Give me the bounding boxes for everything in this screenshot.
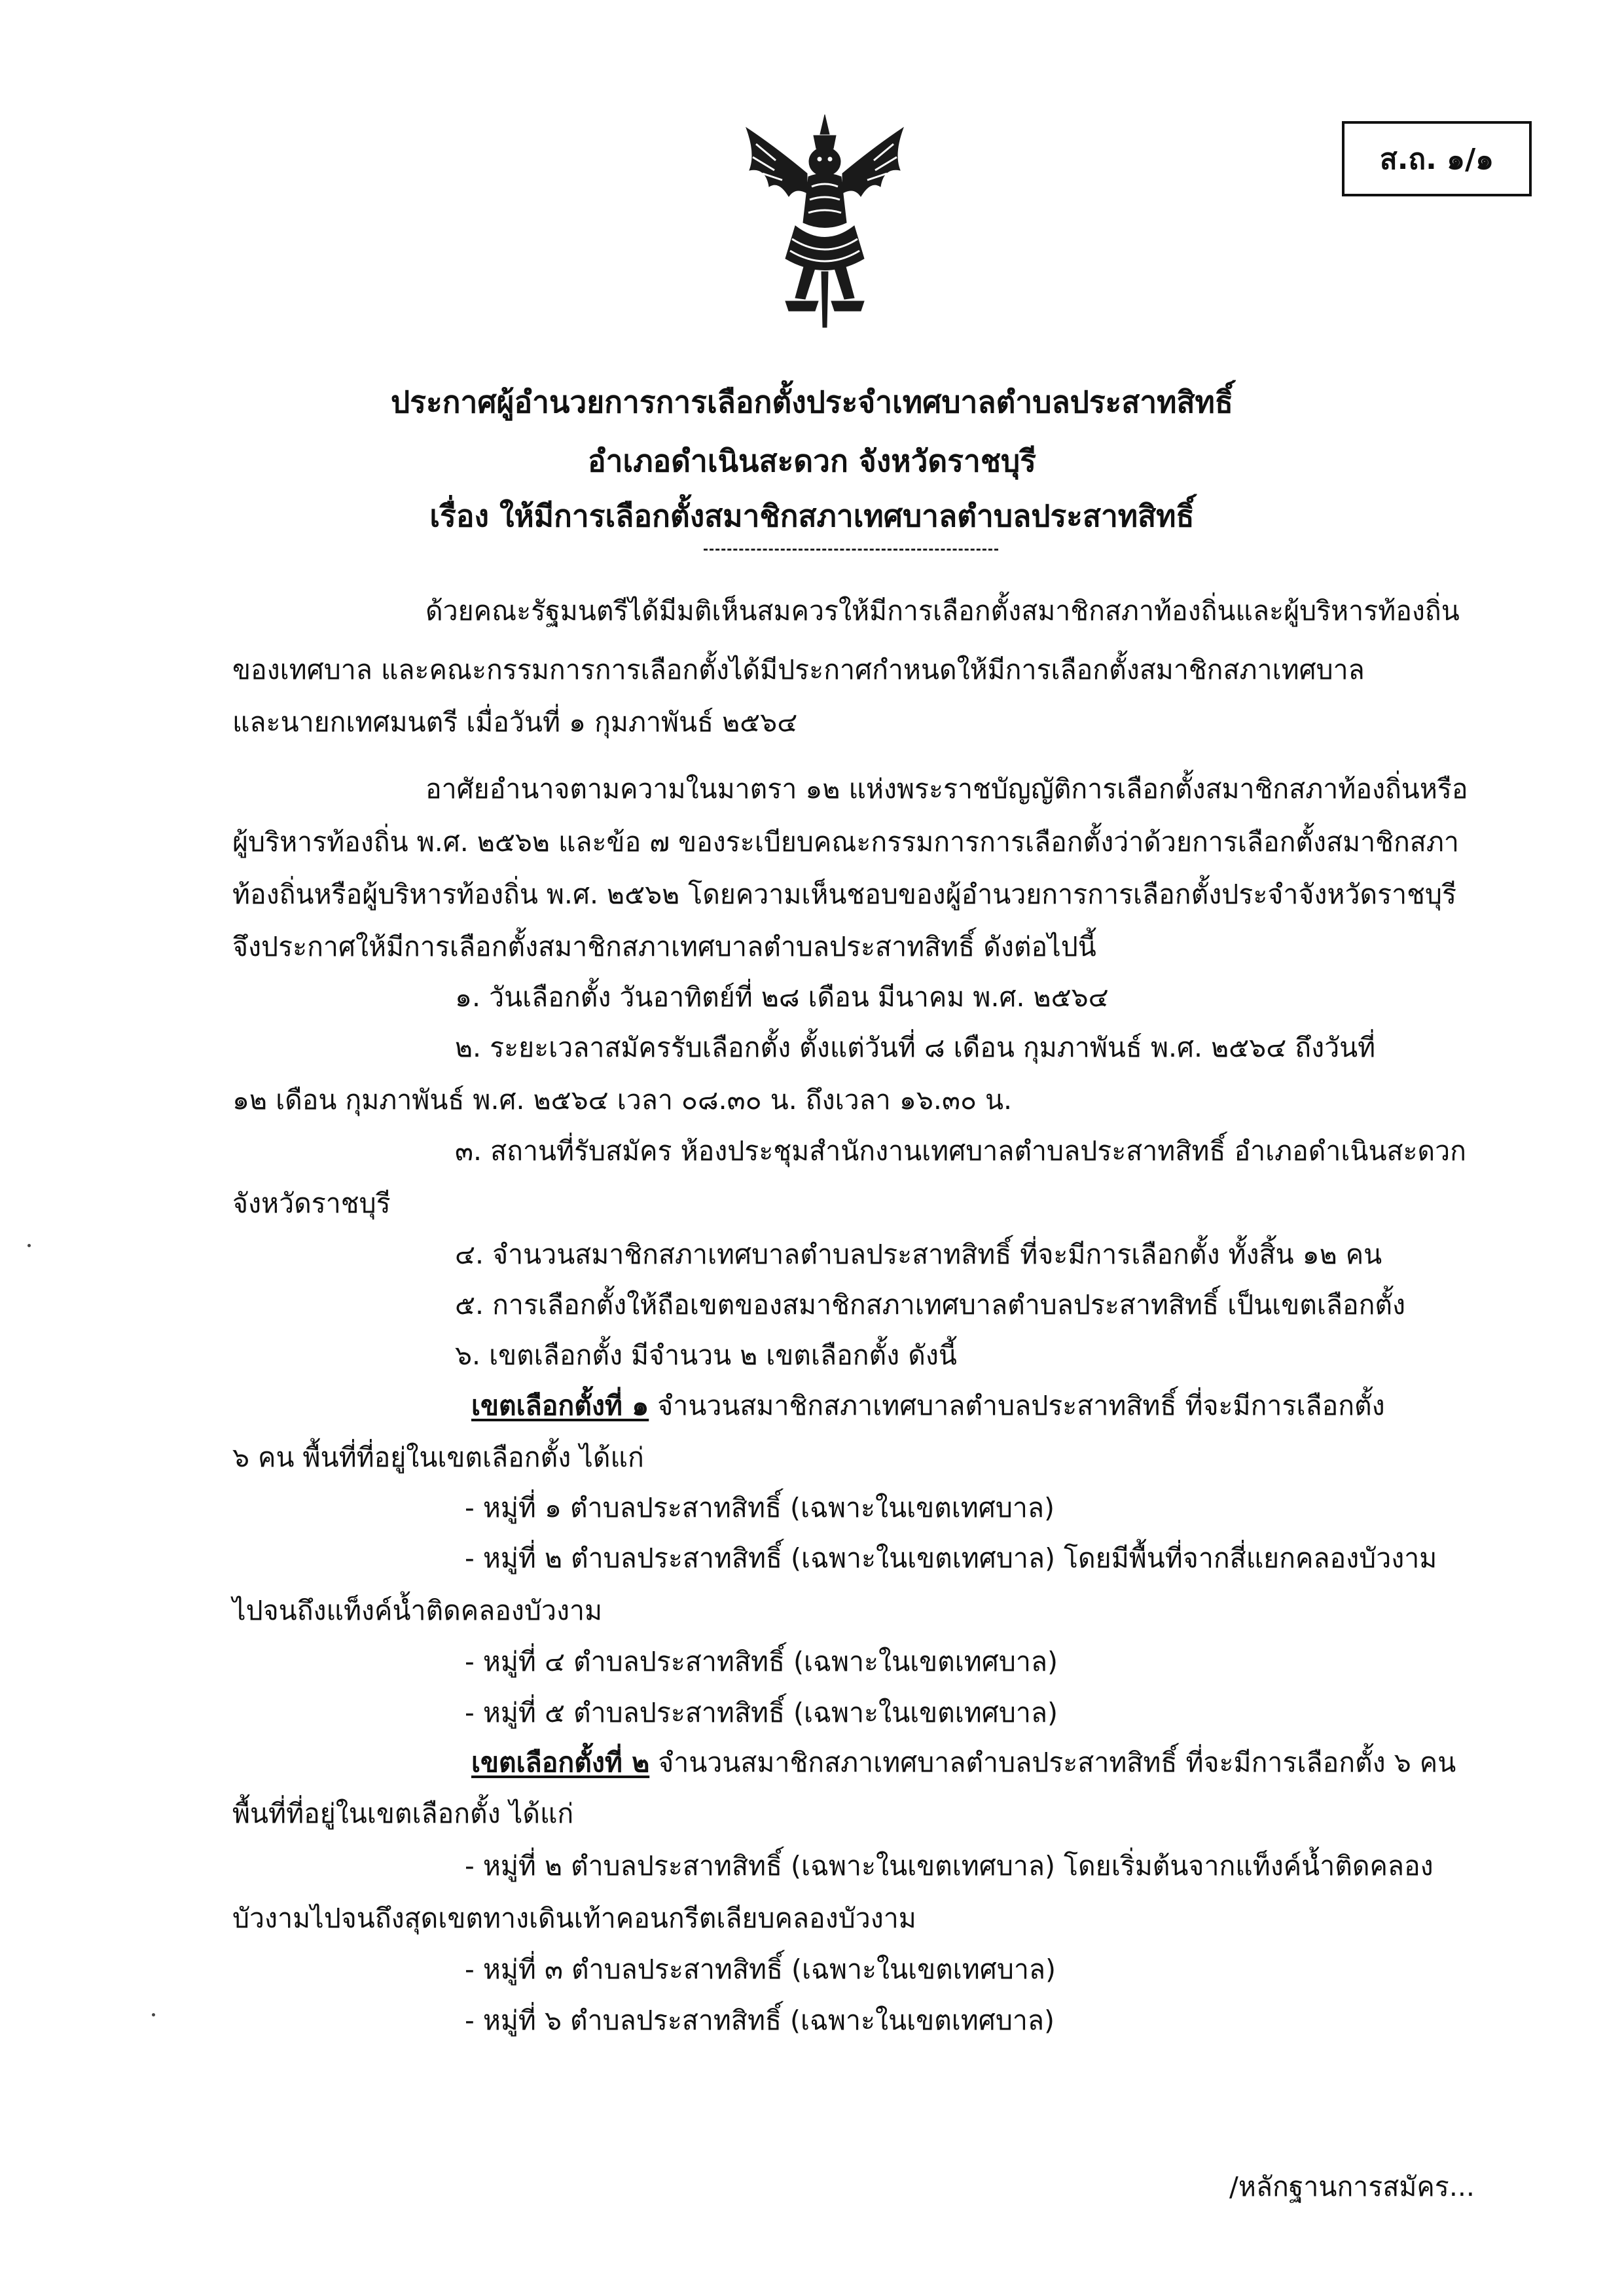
item-6: ๖. เขตเลือกตั้ง มีจำนวน ๒ เขตเลือกตั้ง ดังนี้ <box>455 1339 957 1371</box>
subject-line: เรื่อง ให้มีการเลือกตั้งสมาชิกสภาเทศบาลตำบลประสาทสิทธิ์ <box>429 498 1195 534</box>
paragraph-1-line-3: และนายกเทศมนตรี เมื่อวันที่ ๑ กุมภาพันธ์ ๒๕๖๔ <box>232 706 798 738</box>
paragraph-2-line-3: ท้องถิ่นหรือผู้บริหารท้องถิ่น พ.ศ. ๒๕๖๒ โดยความเห็นชอบของผู้อำนวยการการเลือกตั้งประจำจังหวัดราชบุรี <box>232 879 1457 910</box>
zone-2-village-2-line-2: บัวงามไปจนถึงสุดเขตทางเดินเท้าคอนกรีตเลียบคลองบัวงาม <box>232 1903 916 1934</box>
paragraph-2-line-4: จึงประกาศให้มีการเลือกตั้งสมาชิกสภาเทศบาลตำบลประสาทสิทธิ์ ดังต่อไปนี้ <box>232 931 1096 962</box>
item-2-line-2: ๑๒ เดือน กุมภาพันธ์ พ.ศ. ๒๕๖๔ เวลา ๐๘.๓๐ น. ถึงเวลา ๑๖.๓๐ น. <box>232 1084 1013 1116</box>
zone-1-village-5: - หมู่ที่ ๕ ตำบลประสาทสิทธิ์ (เฉพาะในเขตเทศบาล) <box>465 1697 1058 1728</box>
paragraph-2-line-1: อาศัยอำนาจตามความในมาตรา ๑๒ แห่งพระราชบัญญัติการเลือกตั้งสมาชิกสภาท้องถิ่นหรือ <box>425 773 1468 805</box>
paragraph-1-line-1: ด้วยคณะรัฐมนตรีได้มีมติเห็นสมควรให้มีการเลือกตั้งสมาชิกสภาท้องถิ่นและผู้บริหารท้องถิ่น <box>425 595 1460 627</box>
scan-speck <box>27 1244 31 1247</box>
zone-1-village-4: - หมู่ที่ ๔ ตำบลประสาทสิทธิ์ (เฉพาะในเขตเทศบาล) <box>465 1646 1058 1677</box>
item-3-line-1: ๓. สถานที่รับสมัคร ห้องประชุมสำนักงานเทศบาลตำบลประสาทสิทธิ์ อำเภอดำเนินสะดวก <box>455 1135 1466 1167</box>
paragraph-1-line-2: ของเทศบาล และคณะกรรมการการเลือกตั้งได้มีประกาศกำหนดให้มีการเลือกตั้งสมาชิกสภาเทศบาล <box>232 654 1365 685</box>
zone-2-label: เขตเลือกตั้งที่ ๒ <box>471 1747 650 1778</box>
scan-speck <box>152 2013 155 2016</box>
zone-2-village-3: - หมู่ที่ ๓ ตำบลประสาทสิทธิ์ (เฉพาะในเขตเทศบาล) <box>465 1954 1056 1985</box>
header-divider <box>704 549 998 551</box>
zone-2-line-1 <box>471 1749 1456 1776</box>
item-3-line-2: จังหวัดราชบุรี <box>232 1188 391 1219</box>
district-province: อำเภอดำเนินสะดวก จังหวัดราชบุรี <box>588 443 1036 479</box>
item-5: ๕. การเลือกตั้งให้ถือเขตของสมาชิกสภาเทศบาลตำบลประสาทสิทธิ์ เป็นเขตเลือกตั้ง <box>455 1289 1406 1321</box>
continuation-reference: /หลักฐานการสมัคร... <box>1229 2171 1475 2202</box>
zone-2-text: จำนวนสมาชิกสภาเทศบาลตำบลประสาทสิทธิ์ ที่จะมีการเลือกตั้ง ๖ คน <box>649 1747 1456 1778</box>
announcement-title: ประกาศผู้อำนวยการการเลือกตั้งประจำเทศบาลตำบลประสาทสิทธิ์ <box>391 384 1233 420</box>
zone-1-line-2: ๖ คน พื้นที่ที่อยู่ในเขตเลือกตั้ง ได้แก่ <box>232 1442 644 1473</box>
form-code: ส.ถ. ๑/๑ <box>1379 142 1494 176</box>
zone-1-village-2-line-1: - หมู่ที่ ๒ ตำบลประสาทสิทธิ์ (เฉพาะในเขตเทศบาล) โดยมีพื้นที่จากสี่แยกคลองบัวงาม <box>465 1542 1437 1574</box>
zone-2-village-6: - หมู่ที่ ๖ ตำบลประสาทสิทธิ์ (เฉพาะในเขตเทศบาล) <box>465 2005 1055 2036</box>
zone-1-label: เขตเลือกตั้งที่ ๑ <box>471 1390 649 1421</box>
item-4: ๔. จำนวนสมาชิกสภาเทศบาลตำบลประสาทสิทธิ์ ที่จะมีการเลือกตั้ง ทั้งสิ้น ๑๒ คน <box>455 1239 1382 1270</box>
zone-2-village-2-line-1: - หมู่ที่ ๒ ตำบลประสาทสิทธิ์ (เฉพาะในเขตเทศบาล) โดยเริ่มต้นจากแท็งค์น้ำติดคลอง <box>465 1850 1434 1882</box>
garuda-emblem-icon <box>730 108 920 337</box>
zone-2-line-2: พื้นที่ที่อยู่ในเขตเลือกตั้ง ได้แก่ <box>232 1798 574 1829</box>
zone-1-line-1 <box>471 1390 1385 1421</box>
paragraph-2-line-2: ผู้บริหารท้องถิ่น พ.ศ. ๒๕๖๒ และข้อ ๗ ของระเบียบคณะกรรมการการเลือกตั้งว่าด้วยการเลือกตั้งสมาชิกสภา <box>232 826 1459 858</box>
item-2-line-1: ๒. ระยะเวลาสมัครรับเลือกตั้ง ตั้งแต่วันที่ ๘ เดือน กุมภาพันธ์ พ.ศ. ๒๕๖๔ ถึงวันที่ <box>455 1032 1376 1063</box>
zone-1-village-2-line-2: ไปจนถึงแท็งค์น้ำติดคลองบัวงาม <box>232 1595 603 1626</box>
zone-1-village-1: - หมู่ที่ ๑ ตำบลประสาทสิทธิ์ (เฉพาะในเขตเทศบาล) <box>465 1492 1055 1523</box>
zone-1-text: จำนวนสมาชิกสภาเทศบาลตำบลประสาทสิทธิ์ ที่จะมีการเลือกตั้ง <box>649 1390 1385 1421</box>
item-1-election-date: ๑. วันเลือกตั้ง วันอาทิตย์ที่ ๒๘ เดือน มีนาคม พ.ศ. ๒๕๖๔ <box>455 981 1109 1013</box>
form-code-box <box>1342 121 1532 196</box>
